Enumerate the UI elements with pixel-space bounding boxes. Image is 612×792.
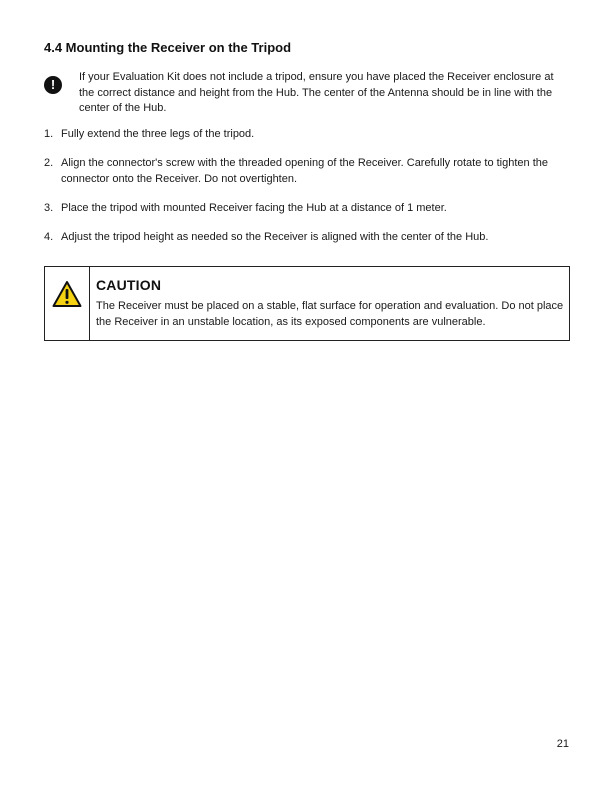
- list-item: [44, 201, 572, 217]
- section-heading: 4.4 Mounting the Receiver on the Tripod: [44, 40, 292, 55]
- step-number: 1.: [44, 128, 54, 140]
- list-item: [44, 127, 572, 143]
- steps-list: [44, 127, 572, 259]
- caution-body: [90, 267, 566, 340]
- note-text: If your Evaluation Kit does not include a tripod, ensure you have placed the Receiver enclosure at the correct distance and height from the Hub. The center of the Antenna should be in line with the center of the Hub.: [79, 71, 554, 114]
- step-text: Align the connector's screw with the threaded opening of the Receiver. Carefully rotate to tighten the connector onto the Receiver. Do not overtighten.: [61, 157, 548, 185]
- step-text: Fully extend the three legs of the tripod.: [61, 128, 255, 140]
- step-number: 3.: [44, 201, 54, 214]
- step-text: Place the tripod with mounted Receiver facing the Hub at a distance of 1 meter.: [61, 201, 447, 214]
- step-number: 2.: [44, 157, 54, 169]
- note-block: [44, 70, 570, 117]
- caution-box: [44, 266, 570, 341]
- list-item: [44, 230, 572, 246]
- list-item: [44, 156, 572, 187]
- caution-text: The Receiver must be placed on a stable, flat surface for operation and evaluation. Do not place the Receiver in an unstable location, as its exposed components are vulnerable.: [96, 300, 564, 328]
- step-text: Adjust the tripod height as needed so the Receiver is aligned with the center of the Hub.: [61, 230, 489, 243]
- page-number: 21: [556, 738, 569, 750]
- warning-triangle-icon: [52, 280, 82, 308]
- exclamation-icon: !: [44, 76, 62, 94]
- caution-icon-cell: [45, 267, 90, 340]
- caution-title: CAUTION: [96, 277, 162, 293]
- step-number: 4.: [44, 230, 54, 243]
